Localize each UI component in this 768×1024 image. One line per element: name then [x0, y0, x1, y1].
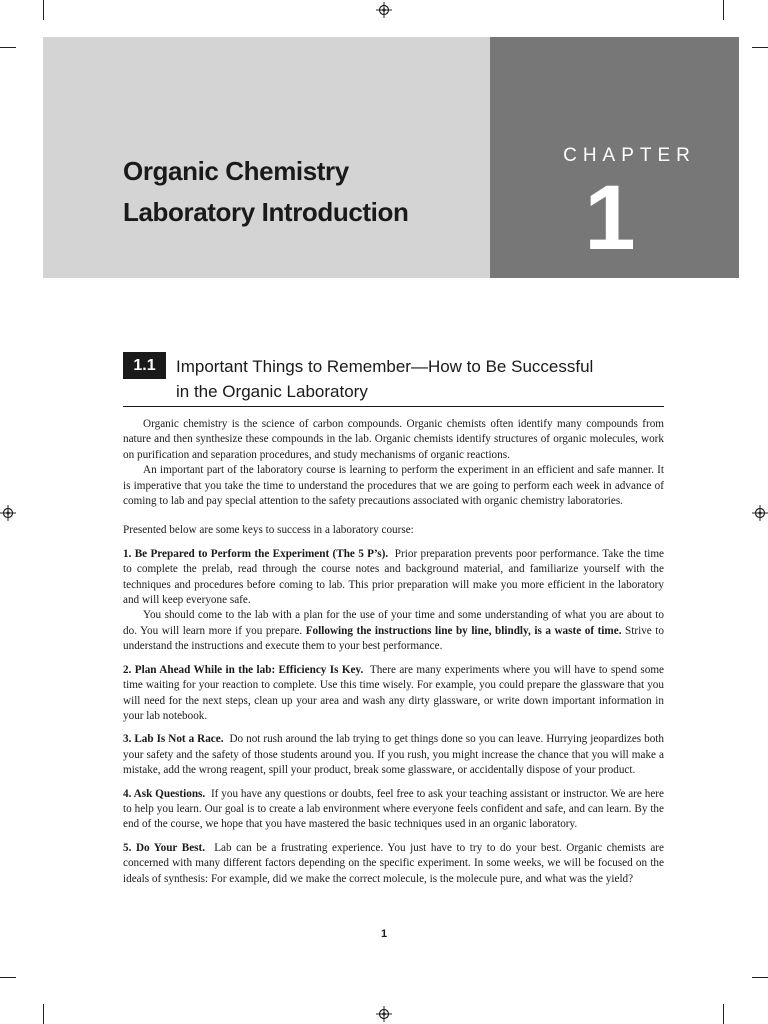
chapter-label-box: [490, 37, 739, 278]
key-body: You should come to the lab with a plan for the use of your time and some understanding of what you are about to do. You will learn more if you prepare.: [123, 609, 664, 637]
key-body: Prior preparation prevents poor performance. Take the time to complete the prelab, read through the course notes and background material, and familiarize yourself with the techniques and procedures before coming to lab. This prior preparation will make you more efficient in the laboratory and will keep everyone safe.: [123, 547, 664, 607]
key-item-1: [123, 547, 664, 609]
section-number-badge: 1.1: [123, 352, 166, 379]
section-title: [176, 354, 656, 404]
key-heading: 3. Lab Is Not a Race.: [123, 733, 224, 746]
crop-mark-top-right: [723, 0, 724, 20]
registration-mark-icon: [376, 2, 392, 18]
crop-mark-bottom-left: [43, 1004, 44, 1024]
registration-mark-icon: [0, 505, 16, 521]
crop-mark-left-top: [0, 47, 16, 48]
crop-mark-left-bottom: [0, 977, 16, 978]
key-emphasis: Following the instructions line by line, blindly, is a waste of time.: [305, 624, 622, 637]
body-text: [123, 417, 664, 887]
key-item-5: [123, 841, 664, 887]
key-body: If you have any questions or doubts, feel free to ask your teaching assistant or instructor. We are here to help you learn. Our goal is to create a lab environment where everyone feels confident and safe, and can learn. By the end of the course, we hope that you have mastered the basic techniques used in an organic laboratory.: [123, 787, 664, 831]
key-heading: 5. Do Your Best.: [123, 841, 206, 854]
key-item-1-continued: [123, 608, 664, 654]
key-heading: 4. Ask Questions.: [123, 787, 206, 800]
paragraph: Organic chemistry is the science of carbon compounds. Organic chemists often identify many compounds from nature and then synthesize these compounds in the lab. Organic chemists identify structures of organic molecules, work on purification and separation procedures, and study mechanisms of organic reactions.: [123, 418, 664, 461]
section-title-line-1: Important Things to Remember—How to Be Successful: [176, 357, 594, 376]
crop-mark-bottom-right: [723, 1004, 724, 1024]
crop-mark-right-top: [752, 47, 768, 48]
paragraph: Presented below are some keys to success in a laboratory course:: [123, 524, 414, 537]
key-body: Lab can be a frustrating experience. You just have to try to do your best. Organic chemists are concerned with many different factors depending on the specific experiment. In some weeks, we will be focused on the ideals of synthesis: For example, did we make the correct molecule, is the molecule pure, and what was the yield?: [123, 841, 665, 885]
chapter-number: 1: [584, 167, 636, 269]
key-item-2: [123, 663, 664, 725]
chapter-title: [123, 151, 483, 233]
key-heading: 2. Plan Ahead While in the lab: Efficiency Is Key.: [123, 663, 364, 676]
registration-mark-icon: [752, 505, 768, 521]
key-item-3: [123, 732, 664, 778]
chapter-title-line-1: Organic Chemistry: [123, 156, 349, 186]
crop-mark-right-bottom: [752, 977, 768, 978]
page-number: 1: [380, 928, 388, 940]
key-item-4: [123, 787, 664, 833]
crop-mark-top-left: [43, 0, 44, 20]
chapter-label: CHAPTER: [563, 145, 696, 166]
section-rule: [123, 406, 664, 407]
key-body: Strive to understand the instructions and execute them to your best performance.: [123, 624, 665, 653]
key-heading: 1. Be Prepared to Perform the Experiment (The 5 P’s).: [123, 547, 389, 560]
chapter-title-line-2: Laboratory Introduction: [123, 197, 409, 227]
registration-mark-icon: [376, 1006, 392, 1022]
section-title-line-2: in the Organic Laboratory: [176, 382, 368, 401]
key-body: There are many experiments where you will have to spend some time waiting for your reaction to complete. Use this time wisely. For example, you could prepare the glassware that you will need for the next steps, clean up your area and wash any dirty glassware, or write down important information in your lab notebook.: [123, 663, 664, 722]
paragraph: An important part of the laboratory course is learning to perform the experiment in an efficient and safe manner. It is imperative that you take the time to understand the procedures that we are going to perform each week in advance of coming to lab and pay special attention to the safety precautions associated with organic chemistry laboratories.: [123, 464, 664, 508]
key-body: Do not rush around the lab trying to get things done so you can leave. Hurrying jeopardizes both your safety and the safety of those students around you. If you rush, you might increase the chance that you will make a mistake, add the wrong reagent, spill your product, break some glassware, or accidentally dispose of your product.: [123, 733, 665, 777]
